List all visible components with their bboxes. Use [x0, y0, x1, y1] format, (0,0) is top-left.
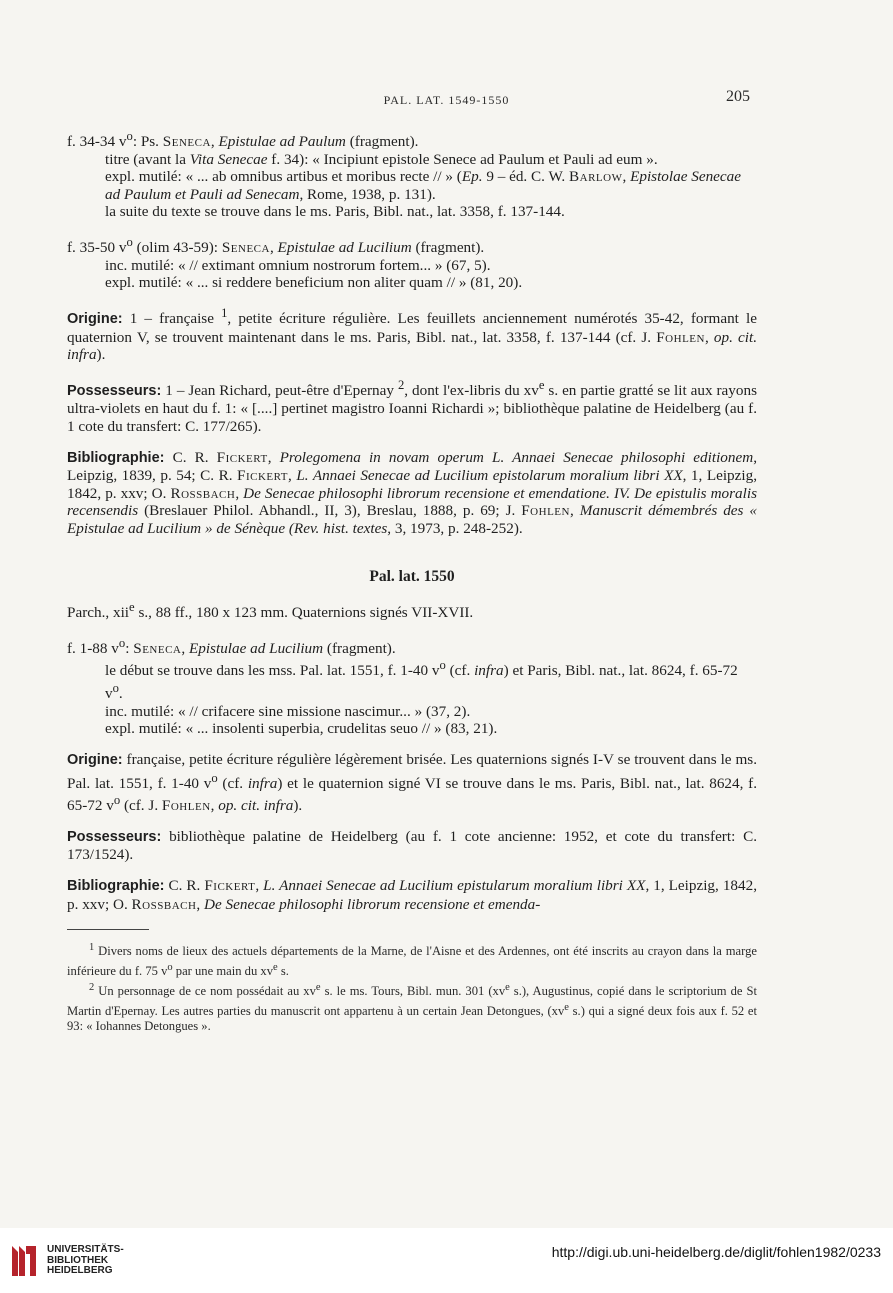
footer-bar: [0, 1228, 893, 1293]
entry-line: expl. mutilé: « ... ab omnibus artibus et moribus recte // » (Ep. 9 – éd. C. W. Barlow, Epistolae Senecae ad Paulum et Pauli ad Senecam, Rome, 1938, p. 131).: [105, 168, 741, 203]
section-title: Pal. lat. 1550: [369, 567, 455, 585]
bibliographie-paragraph: Bibliographie: C. R. Fickert, Prolegomena in novam operum L. Annaei Senecae philosophi editionem, Leipzig, 1839, p. 54; C. R. Fickert, L. Annaei Senecae ad Lucilium epistolarum moralium libri XX, 1, Leipzig, 1842, p. xxv; O. Rossbach, De Senecae philosophi librorum recensione et emendatione. IV. De epistulis moralis recensendis (Breslauer Philol. Abhandl., II, 3), Breslau, 1888, p. 69; J. Fohlen, Manuscrit démembrés des « Epistulae ad Lucilium » de Sénèque (Rev. hist. textes, 3, 1973, p. 248-252).: [67, 448, 757, 537]
folio-entry: f. 1-88 $v^o$: Seneca, Epistulae ad Lucilium (fragment).: [67, 635, 396, 657]
bibliographie-paragraph: Bibliographie: C. R. Fickert, L. Annaei Senecae ad Lucilium epistularum moralium libri XX, 1, Leipzig, 1842, p. xxv; O. Rossbach, De Senecae philosophi librorum recensione et emenda-: [67, 877, 757, 913]
codex-description: Parch., xii$^e$ s., 88 ff., 180 x 123 mm. Quaternions signés VII-XVII.: [67, 600, 474, 622]
permalink[interactable]: http://digi.ub.uni-heidelberg.de/diglit/fohlen1982/0233: [551, 1244, 881, 1260]
footnote-divider: [67, 929, 149, 930]
entry-line: inc. mutilé: « // extimant omnium nostrorum fortem... » (67, 5).: [105, 256, 491, 274]
library-name: [47, 1245, 124, 1277]
entry-line: expl. mutilé: « ... si reddere beneficium non aliter quam // » (81, 20).: [105, 274, 523, 292]
footnote: $^2$ Un personnage de ce nom possédait au $xv^e$ s. le ms. Tours, Bibl. mun. 301 ($xv^e$ s.), Augustinus, copié dans le scriptorium de St Martin d'Epernay. Les autres parties du manuscrit ont appartenu à un certain Jean Detongues, ($xv^e$ s.) qui a signé deux fois aux f. 52 et 93: « Iohannes Detongues ».: [67, 981, 758, 1034]
folio-entry: f. 35-50 $v^o$ (olim 43-59): Seneca, Epistulae ad Lucilium (fragment).: [67, 235, 485, 257]
possesseurs-paragraph: Possesseurs: bibliothèque palatine de Heidelberg (au f. 1 cote ancienne: 1952, et cote du transfert: C. 173/1524).: [67, 827, 757, 864]
entry-line: titre (avant la Vita Senecae f. 34): « Incipiunt epistole Senece ad Paulum et Pauli ad eum ».: [105, 150, 658, 168]
footnote: $^1$ Divers noms de lieux des actuels départements de la Marne, de l'Aisne et des Ardennes, ont été inscrits au crayon dans la marge inférieure du f. 75 $v^o$ par une main du $xv^e$ s.: [67, 942, 757, 979]
page-number: 205: [726, 88, 750, 105]
library-name-line: HEIDELBERG: [47, 1265, 113, 1276]
possesseurs-paragraph: Possesseurs: 1 – Jean Richard, peut-être d'Epernay $^2$, dont l'ex-libris du $xv^e$ s. en partie gratté se lit aux rayons ultra-violets en haut du f. 1: « [....] pertinet magistro Ioanni Richardi »; bibliothèque palatine de Heidelberg (au f. 1 cote du transfert: C. 177/265).: [67, 377, 757, 435]
running-title: PAL. LAT. 1549-1550: [383, 93, 510, 107]
folio-entry: f. 34-34 $v^o$: Ps. Seneca, Epistulae ad Paulum (fragment).: [67, 129, 419, 151]
library-name-line: UNIVERSITÄTS-: [47, 1244, 124, 1255]
entry-line: expl. mutilé: « ... insolenti superbia, crudelitas seuo // » (83, 21).: [105, 720, 498, 738]
main-text: [67, 128, 757, 1035]
entry-line: le début se trouve dans les mss. Pal. lat. 1551, f. 1-40 $v^o$ (cf. infra) et Paris, Bibl. nat., lat. 8624, f. 65-72 $v^o$.: [105, 658, 738, 703]
entry-line: la suite du texte se trouve dans le ms. Paris, Bibl. nat., lat. 3358, f. 137-144.: [105, 203, 565, 221]
library-logo-icon: [6, 1242, 42, 1280]
entry-line: inc. mutilé: « // crifacere sine missione nascimur... » (37, 2).: [105, 702, 471, 720]
origine-paragraph: Origine: française, petite écriture régulière légèrement brisée. Les quaternions signés I-V se trouvent dans le ms. Pal. lat. 1551, f. 1-40 $v^o$ (cf. infra) et le quaternion signé VI se trouve dans le ms. Paris, Bibl. nat., lat. 8624, f. 65-72 $v^o$ (cf. J. Fohlen, op. cit. infra).: [67, 750, 757, 815]
origine-paragraph: Origine: 1 – française $^1$, petite écriture régulière. Les feuillets anciennement numérotés 35-42, formant le quaternion V, se trouvent maintenant dans le ms. Paris, Bibl. nat., lat. 3358, f. 137-144 (cf. J. Fohlen, op. cit. infra).: [67, 305, 758, 364]
library-name-line: BIBLIOTHEK: [47, 1254, 109, 1266]
